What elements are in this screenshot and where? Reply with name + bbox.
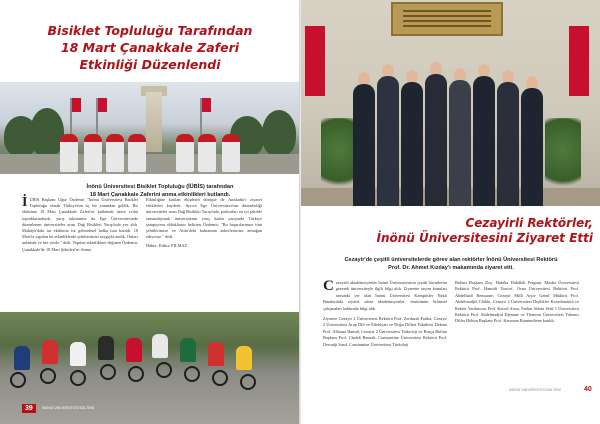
right-col2-text: Bölüm Başkanı Doç. Habiba Didallah Ferguni, Maska Üniversitesi Rektörü Prof. Hamidi Youcef, Oran Üniversitesi Rektörü Prof. Abdelhadi Bensaane, Cezayir Milli Arşiv Genel Müdürü Prof. Abdelmadjid Chikhi, Cezayir 2 Üniversitesi Dışilikler Koordinatörü ve Rektör Yardımcısı Prof. Kaced Aissa, Farhat Abbas Sétif 1 Üniversitesi Rektörü Prof. Abdelmadjid Djenane ve Tlemcen Üniversitesi Yabancı Diller Bölüm Başkanı Prof. Karroum Boumediene katıldı. bbox=[455, 280, 579, 324]
photo-person bbox=[449, 80, 471, 206]
right-col1-paragraph-1 bbox=[323, 280, 447, 312]
left-body-column-2 bbox=[146, 197, 262, 250]
photo-flag bbox=[305, 26, 325, 96]
photo-person bbox=[473, 76, 495, 206]
right-title-line-2: İnönü Üniversitesini Ziyaret Etti bbox=[376, 231, 593, 245]
photo-racer bbox=[126, 338, 142, 362]
left-title-line-2: 18 Mart Çanakkale Zaferi bbox=[60, 40, 240, 55]
cyclists-monument-photo bbox=[0, 82, 299, 174]
rectors-group-photo bbox=[301, 0, 600, 206]
left-page bbox=[0, 0, 299, 424]
photo-racer bbox=[42, 340, 58, 364]
photo-wheel bbox=[156, 362, 172, 378]
left-title-line-3: Etkinliği Düzenlendi bbox=[79, 57, 221, 72]
photo-racer bbox=[152, 334, 168, 358]
photo-wheel bbox=[212, 370, 228, 386]
left-col1-text: ÜBİS Başkanı Uğur Özdemir "İnönü Üniversitesi Bisiklet Topluluğu olarak Türkiye'nin üç bir yanından geldik. Bir ekibimiz 18 Mart Çanakkale Zaferi'ni kutlamak üzere ecdat topraklarındaydı, yarış takımımız da Ege Üniversitesinde düzenlenen üniversiteler arası Dağ Bisikleti Yarışı'nda yer aldı. Malatya'daki tur ekibimiz ise geleneksel halka tura katıldı. 18 Mart'ta yapılan bu etkinliklerde şehitlerimizi saygıyla andık. Onları anlamak ve her yerde," dedi. Yapılan etkinliklere değinen Özdemir, Çanakkale'de 18 Mart Şehitleri'ni Anma bbox=[22, 197, 138, 252]
left-article-title bbox=[40, 22, 260, 73]
photo-person bbox=[497, 82, 519, 206]
right-title-line-1: Cezayirli Rektörler, bbox=[465, 216, 593, 230]
photo-flag bbox=[569, 26, 589, 96]
photo-wheel bbox=[240, 374, 256, 390]
photo-racer bbox=[180, 338, 196, 362]
photo-cyclist bbox=[198, 134, 216, 172]
photo-person bbox=[425, 74, 447, 206]
photo-wheel bbox=[184, 366, 200, 382]
wall-inscription-board bbox=[391, 2, 503, 36]
left-title-line-1: Bisiklet Topluluğu Tarafından bbox=[47, 23, 253, 38]
photo-cyclist bbox=[128, 134, 146, 172]
left-body-column-1 bbox=[22, 197, 138, 253]
right-subhead-line-1: Cezayir'de çeşitli üniversitelerde görev alan rektörler İnönü Üniversitesi Rektörü bbox=[344, 257, 558, 263]
photo-plant bbox=[321, 118, 357, 198]
left-dropcap: İ bbox=[22, 195, 28, 210]
photo-monument bbox=[146, 92, 162, 152]
photo-person bbox=[353, 84, 375, 206]
photo-tree bbox=[30, 108, 64, 156]
photo-plant bbox=[545, 118, 581, 198]
photo-person bbox=[377, 76, 399, 206]
photo-wheel bbox=[70, 370, 86, 386]
right-col1-paragraph-2: Ziyarete Cezayir 2 Üniversitesi Rektörü Prof. Zerdazni Fatiha, Cezayir 2 Üniversitesi Arap Dili ve Edebiyatı ve Doğu Dilleri Fakültesi Dekanı Prof. Allaoua Hamid, Cezayir 2 Üniversitesi Türkoloji ve Rusça Bölüm Başkanı Prof. Chaleb Bensalt, Constantine Üniversitesi Rektörü Prof. Derradji Saad, Constantine Üniversitesi Türkoloji bbox=[323, 316, 447, 347]
right-article-subheading bbox=[341, 256, 561, 272]
photo-racer bbox=[236, 346, 252, 370]
photo-racer bbox=[98, 336, 114, 360]
right-body-column-2 bbox=[455, 280, 579, 329]
photo-cyclist bbox=[60, 134, 78, 172]
right-footer: İNÖNÜ ÜNİVERSİTESİ BÜLTENİ bbox=[509, 388, 562, 392]
right-page bbox=[301, 0, 600, 424]
photo-cyclist bbox=[84, 134, 102, 172]
right-col1-p1-text: ezayirli akademisyenler İnönü Üniversitesinin çeşitli birimlerini gezerek üniversiteyle ilgili bilgi aldı. Ziyarette seçim konuları arasında yer alan İnönü Üniversitesi Kampüsler Nakli Binalardaki ziyaret adım akademisyenler, enstitünün bilimsel çalışmaları hakkında bilgi aldı. bbox=[323, 280, 447, 311]
photo-racer bbox=[14, 346, 30, 370]
photo-wheel bbox=[40, 368, 56, 384]
left-col2-text: Etkinliğine katılan ekiplerin dönüşte de Anıtkabir'i ziyaret ettiklerini kaydetti. Ayrıca Ege Üniversitesi'nin düzenlediği üniversiteler arası Dağ Bisikleti Yarışı'nda, parkurları en iyi şekilde tamamlayarak üniversitenin yarış kadın yarışında Türkiye şampiyonu olduklarını belirten Özdemir, "Bu başarılarımızı tüm şehitlerimize ve Atini'deki kahraman askerlerimize armağan ediyoruz." dedi. bbox=[146, 197, 262, 240]
photo-racer bbox=[208, 342, 224, 366]
right-article-title bbox=[371, 216, 593, 246]
right-body-column-1 bbox=[323, 280, 447, 352]
left-footer: İNÖNÜ ÜNİVERSİTESİ BÜLTENİ bbox=[42, 406, 95, 410]
photo-tree bbox=[262, 110, 296, 156]
left-page-number: 39 bbox=[22, 404, 36, 413]
right-dropcap: C bbox=[323, 278, 334, 294]
photo-wheel bbox=[100, 364, 116, 380]
left-subhead-line-2: 18 Mart Çanakkale Zaferini anma etkinlikleri kutlandı. bbox=[89, 192, 231, 198]
photo-ground bbox=[0, 154, 299, 174]
photo-cyclist bbox=[106, 134, 124, 172]
article-author: Haber: Kübra YILMAZ bbox=[146, 243, 188, 249]
right-page-number: 40 bbox=[584, 386, 592, 393]
photo-wheel bbox=[10, 372, 26, 388]
left-subhead-line-1: İnönü Üniversitesi Bisiklet Topluluğu (İÜBİS) tarafından bbox=[86, 184, 234, 190]
photo-racer bbox=[70, 342, 86, 366]
photo-person bbox=[401, 82, 423, 206]
photo-person bbox=[521, 88, 543, 206]
photo-cyclist bbox=[222, 134, 240, 172]
right-subhead-line-2: Prof. Dr. Ahmet Kızılay'ı makamında ziyaret etti. bbox=[388, 265, 514, 271]
photo-wheel bbox=[128, 366, 144, 382]
photo-cyclist bbox=[176, 134, 194, 172]
